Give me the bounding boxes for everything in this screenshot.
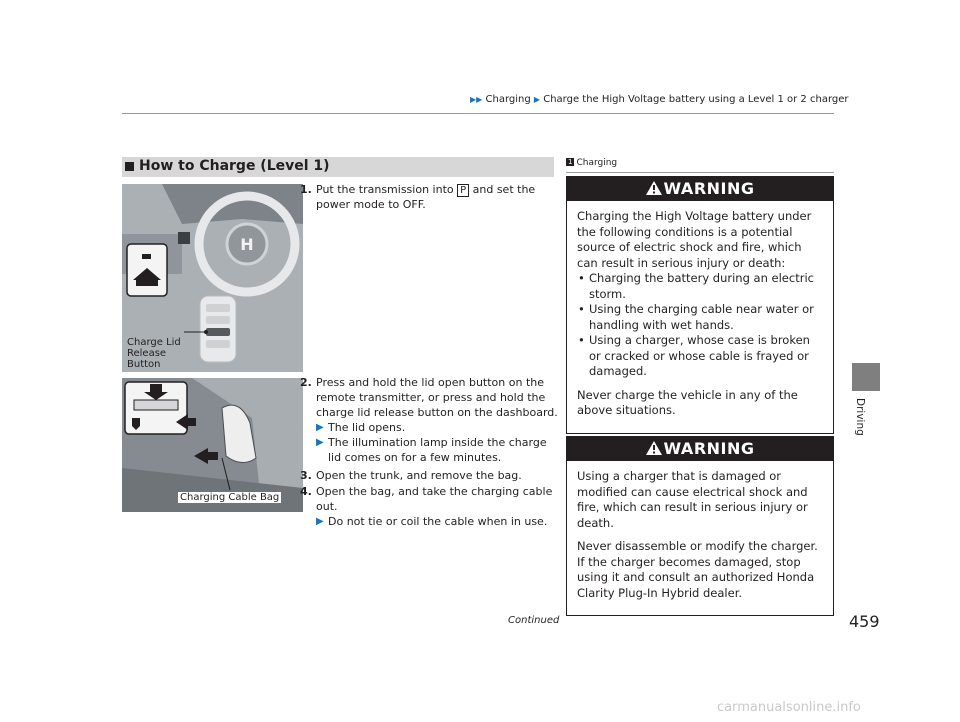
section-title-bar	[122, 157, 554, 177]
step-1	[300, 182, 560, 212]
warning-bullet-list	[577, 271, 823, 380]
warning-triangle-icon	[646, 441, 662, 455]
chapter-tab	[852, 363, 880, 391]
step-2-substep-1-text: The lid opens.	[328, 421, 406, 434]
warning-outro: Never charge the vehicle in any of the above situations.	[577, 387, 798, 417]
warning-header	[567, 177, 833, 201]
step-1-text-post: and set the power mode to OFF.	[316, 183, 536, 211]
warning-body	[567, 461, 833, 615]
warning-triangle-icon	[646, 181, 662, 195]
step-1-number: 1.	[300, 183, 312, 196]
charging-cable-bag-caption: Charging Cable Bag	[180, 492, 280, 503]
warning-bullet: • Charging the battery during an electric storm.	[577, 271, 823, 302]
step-2-text: Press and hold the lid open button on the remote transmitter, or press and hold the charge lid release button on the dashboard.	[316, 376, 558, 419]
breadcrumb-part-2[interactable]: Charge the High Voltage battery using a Level 1 or 2 charger	[543, 94, 849, 105]
step-4-substep-1-text: Do not tie or coil the cable when in use.	[328, 515, 548, 528]
step-1-text-pre: Put the transmission into	[316, 183, 458, 196]
step-4	[300, 484, 560, 529]
watermark: carmanualsonline.info	[717, 700, 861, 715]
charge-lid-release-caption	[127, 326, 181, 370]
right-column-divider	[566, 172, 834, 173]
step-4-number: 4.	[300, 485, 312, 498]
reference-number-badge: 1	[568, 158, 573, 166]
step-4-substep-1	[300, 514, 560, 529]
section-title: How to Charge (Level 1)	[139, 158, 330, 174]
result-arrow-icon: ▶	[316, 516, 324, 527]
step-3	[300, 468, 560, 483]
breadcrumb-arrow-icon: ▶▶	[470, 95, 483, 104]
step-3-text: Open the trunk, and remove the bag.	[316, 469, 522, 482]
warning-heading-text: WARNING	[663, 179, 755, 198]
breadcrumb-arrow-icon: ▶	[533, 95, 541, 104]
warning-heading-text: WARNING	[663, 439, 755, 458]
warning-bullet: • Using the charging cable near water or handling with wet hands.	[577, 302, 823, 333]
header-divider	[122, 113, 834, 114]
step-3-number: 3.	[300, 469, 312, 482]
warning-box-2	[566, 436, 834, 616]
chapter-label-text: Driving	[854, 398, 866, 436]
warning-paragraph-2: Never disassemble or modify the charger. If the charger becomes damaged, stop using it and consult an authorized Honda Clarity Plug-In Hybrid dealer.	[577, 539, 818, 600]
step-2-substep-1	[300, 420, 560, 435]
charge-lid-release-caption-text: Charge Lid Release Button	[127, 337, 181, 370]
breadcrumb-part-1[interactable]: Charging	[485, 94, 531, 105]
step-2-substep-2-text: The illumination lamp inside the charge lid comes on for a few minutes.	[328, 436, 547, 464]
park-key-icon: P	[457, 184, 469, 197]
step-1-text	[300, 182, 560, 212]
result-arrow-icon: ▶	[316, 422, 324, 433]
warning-box-1	[566, 176, 834, 434]
warning-intro: Charging the High Voltage battery under the following conditions is a potential source of electric shock and fire, which can result in serious injury or death:	[577, 209, 812, 270]
warning-paragraph-1: Using a charger that is damaged or modified can cause electrical shock and fire, which can result in serious injury or death.	[577, 469, 808, 530]
svg-text:H: H	[240, 235, 254, 254]
result-arrow-icon: ▶	[316, 437, 324, 448]
step-2	[300, 375, 560, 465]
continued-label: Continued	[508, 615, 560, 626]
breadcrumb	[470, 94, 849, 105]
warning-header	[567, 437, 833, 461]
reference-title: Charging	[576, 158, 618, 168]
warning-body	[567, 201, 833, 433]
step-4-text: Open the bag, and take the charging cable out.	[316, 485, 553, 513]
section-square-icon	[125, 162, 134, 171]
sidebar-reference-heading	[566, 158, 617, 168]
step-2-substep-2	[300, 435, 560, 465]
warning-bullet: • Using a charger, whose case is broken or cracked or whose cable is frayed or damaged.	[577, 333, 823, 380]
page-number: 459	[849, 612, 880, 631]
step-2-number: 2.	[300, 376, 312, 389]
chapter-label	[852, 398, 872, 458]
